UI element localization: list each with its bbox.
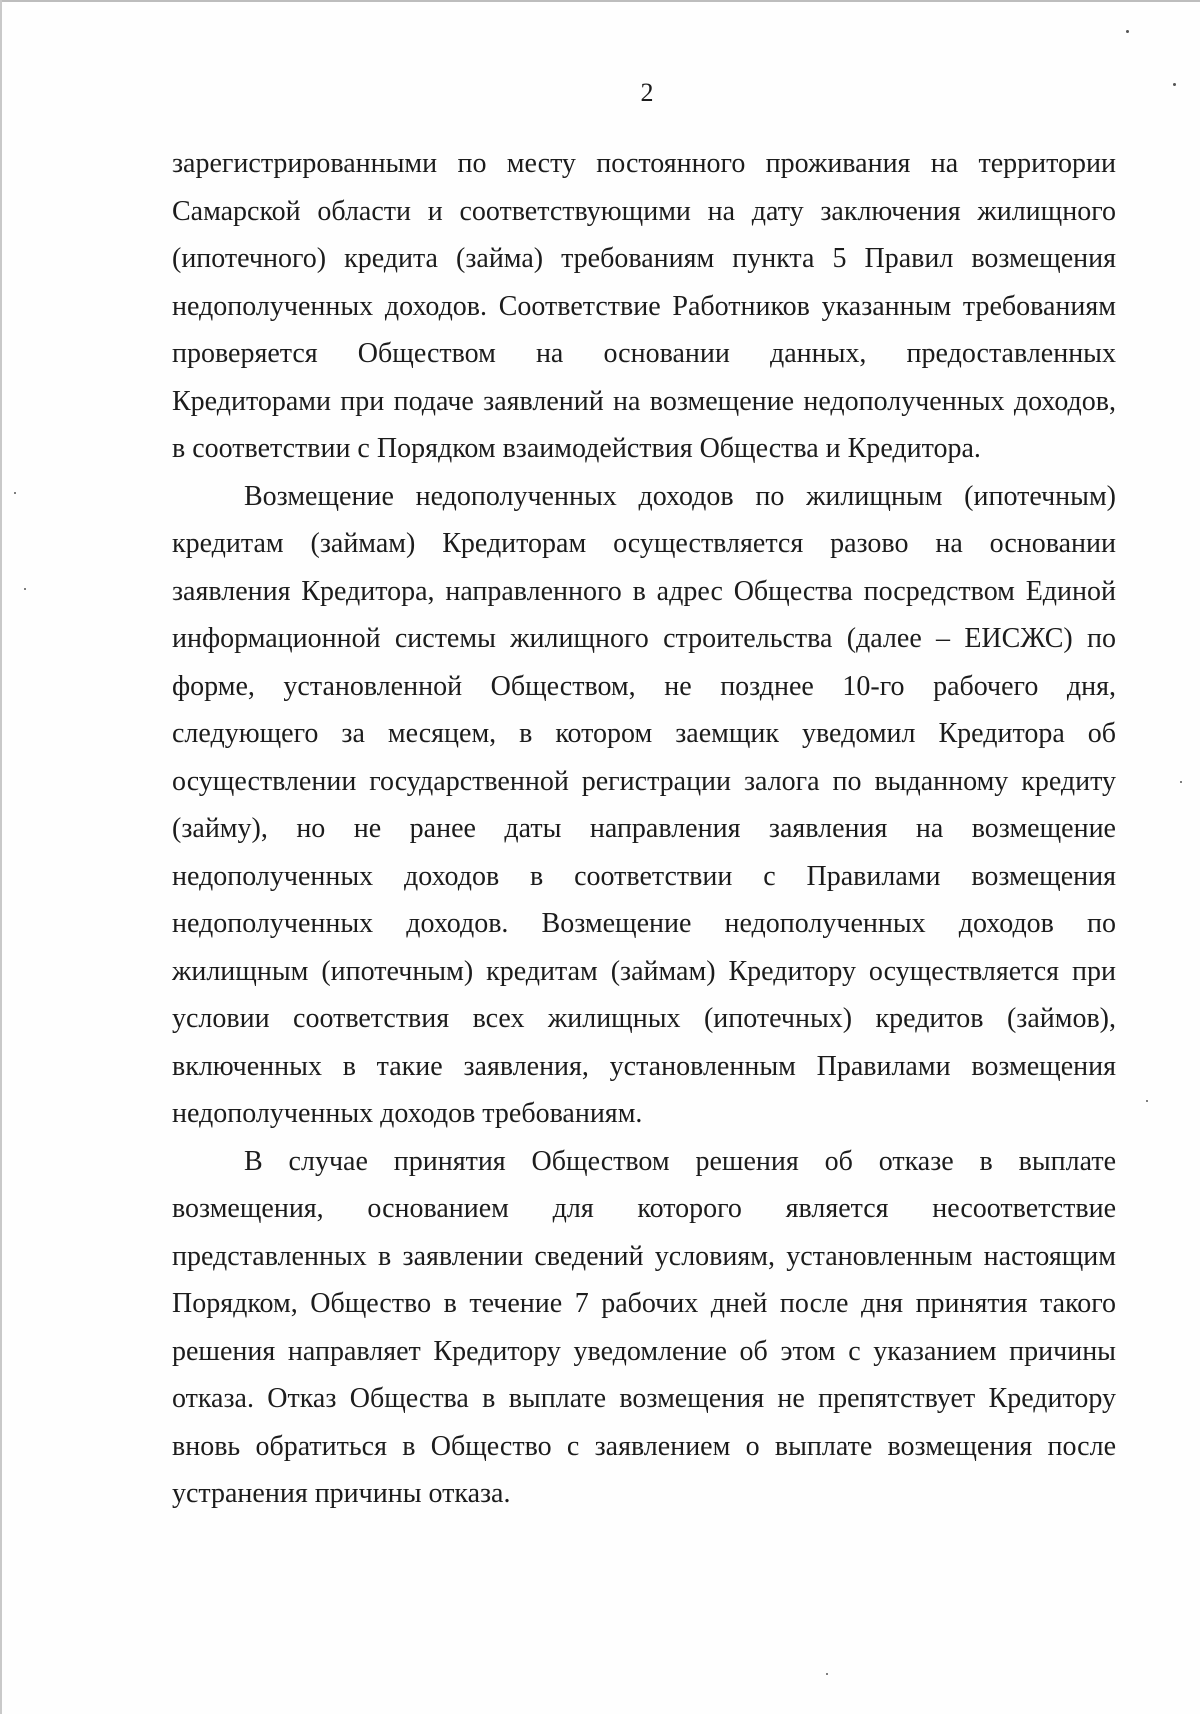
scan-speck <box>1173 83 1176 86</box>
page-number: 2 <box>640 78 654 107</box>
scan-speck <box>14 492 16 494</box>
paragraph-reimbursement: Возмещение недополученных доходов по жилищным (ипотечным) кредитам (займам) Кредиторам осуществляется разово на основании заявления Кредитора, направленного в адрес Общества посредством Единой информационной системы жилищного строительства (далее – ЕИСЖС) по форме, установленной Обществом, не позднее 10-го рабочего дня, следующего за месяцем, в котором заемщик уведомил Кредитора об осуществлении государственной регистрации залога по выданному кредиту (займу), но не ранее даты направления заявления на возмещение недополученных доходов в соответствии с Правилами возмещения недополученных доходов. Возмещение недополученных доходов по жилищным (ипотечным) кредитам (займам) Кредитору осуществляется при условии соответствия всех жилищных (ипотечных) кредитов (займов), включенных в такие заявления, установленным Правилами возмещения недополученных доходов требованиям. <box>172 480 1116 1129</box>
scan-speck <box>1180 781 1182 783</box>
document-body <box>172 140 1116 1518</box>
scan-top-edge <box>0 0 1200 2</box>
scan-speck <box>826 1673 828 1675</box>
paragraph-continuation: зарегистрированными по месту постоянного проживания на территории Самарской области и соответствующими на дату заключения жилищного (ипотечного) кредита (займа) требованиям пункта 5 Правил возмещения недополученных доходов. Соответствие Работников указанным требованиям проверяется Обществом на основании данных, предоставленных Кредиторами при подаче заявлений на возмещение недополученных доходов, в соответствии с Порядком взаимодействия Общества и Кредитора. <box>172 148 1116 464</box>
scan-speck <box>24 588 26 590</box>
paragraph-refusal: В случае принятия Обществом решения об отказе в выплате возмещения, основанием для которого является несоответствие представленных в заявлении сведений условиям, установленным настоящим Порядком, Общество в течение 7 рабочих дней после дня принятия такого решения направляет Кредитору уведомление об этом с указанием причины отказа. Отказ Общества в выплате возмещения не препятствует Кредитору вновь обратиться в Общество с заявлением о выплате возмещения после устранения причины отказа. <box>172 1145 1116 1509</box>
scan-left-edge <box>0 0 2 1714</box>
scan-speck <box>1146 1100 1148 1102</box>
scan-speck <box>1126 30 1129 33</box>
